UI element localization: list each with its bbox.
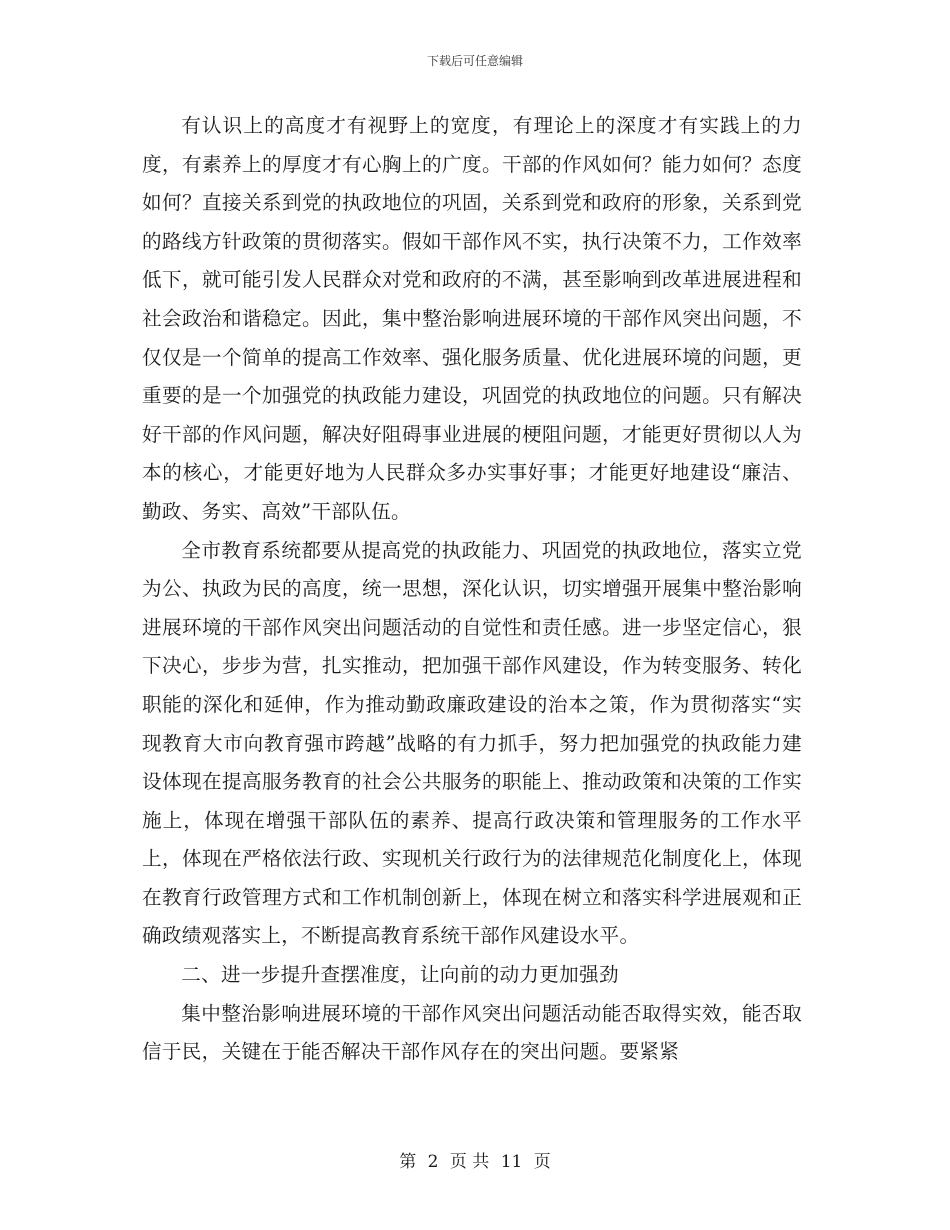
paragraph-1: 有认识上的高度才有视野上的宽度，有理论上的深度才有实践上的力度，有素养上的厚度才有心胸上的广度。干部的作风如何？能力如何？态度如何？直接关系到党的执政地位的巩固，关系到党和政府的形象，关系到党的路线方针政策的贯彻落实。假如干部作风不实，执行决策不力，工作效率低下，就可能引发人民群众对党和政府的不满，甚至影响到改革进展进程和社会政治和谐稳定。因此，集中整治影响进展环境的干部作风突出问题，不仅仅是一个简单的提高工作效率、强化服务质量、优化进展环境的问题，更重要的是一个加强党的执政能力建设，巩固党的执政地位的问题。只有解决好干部的作风问题，解决好阻碍事业进展的梗阻问题，才能更好贯彻以人为本的核心，才能更好地为人民群众多办实事好事；才能更好地建设“廉洁、勤政、务实、高效”干部队伍。: [142, 114, 802, 523]
page-header: 下载后可任意编辑: [426, 54, 523, 68]
paragraph-3: 集中整治影响进展环境的干部作风突出问题活动能否取得实效，能否取信于民，关键在于能否解决干部作风存在的突出问题。要紧紧: [142, 1001, 802, 1064]
footer-suffix: 页: [533, 1152, 551, 1172]
page-number: 2: [427, 1152, 439, 1172]
footer-prefix: 第: [399, 1152, 417, 1172]
section-heading: 二、进一步提升查摆准度，让向前的动力更加强劲: [181, 963, 619, 987]
footer-middle: 页 共: [449, 1152, 490, 1172]
paragraph-2: 全市教育系统都要从提高党的执政能力、巩固党的执政地位，落实立党为公、执政为民的高度，统一思想，深化认识，切实增强开展集中整治影响进展环境的干部作风突出问题活动的自觉性和责任感。进一步坚定信心，狠下决心，步步为营，扎实推动，把加强干部作风建设，作为转变服务、转化职能的深化和延伸，作为推动勤政廉政建设的治本之策，作为贯彻落实“实现教育大市向教育强市跨越”战略的有力抓手，努力把加强党的执政能力建设体现在提高服务教育的社会公共服务的职能上、推动政策和决策的工作实施上，体现在增强干部队伍的素养、提高行政决策和管理服务的工作水平上，体现在严格依法行政、实现机关行政行为的法律规范化制度化上，体现在教育行政管理方式和工作机制创新上，体现在树立和落实科学进展观和正确政绩观落实上，不断提高教育系统干部作风建设水平。: [142, 538, 802, 948]
page-footer: [0, 1147, 950, 1172]
document-body: [142, 107, 802, 1072]
total-pages: 11: [500, 1152, 523, 1172]
